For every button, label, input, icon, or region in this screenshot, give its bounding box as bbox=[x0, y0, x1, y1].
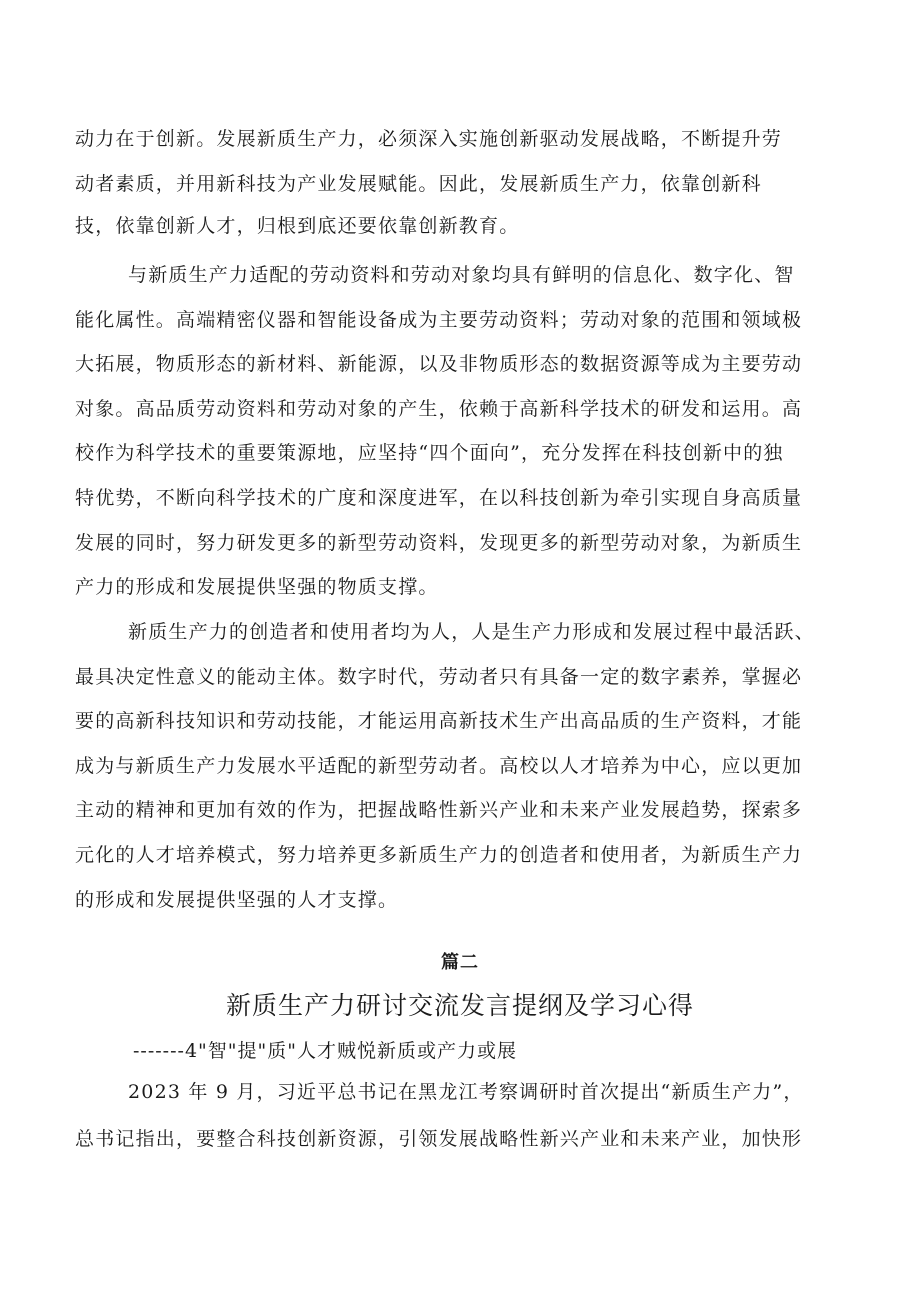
document-subtitle: -------4"智"提"质"人才贼悦新质或产力或展 bbox=[133, 1040, 517, 1062]
paragraph-line: 大拓展，物质形态的新材料、新能源，以及非物质形态的数据资源等成为主要劳动 bbox=[75, 353, 803, 375]
paragraph-line: 总书记指出，要整合科技创新资源，引领发展战略性新兴产业和未来产业，加快形 bbox=[75, 1128, 803, 1150]
document-title: 新质生产力研讨交流发言提纲及学习心得 bbox=[225, 991, 694, 1020]
paragraph-line: 特优势，不断向科学技术的广度和深度进军，在以科技创新为牵引实现自身高质量 bbox=[75, 487, 803, 509]
paragraph-line: 技，依靠创新人才，归根到底还要依靠创新教育。 bbox=[75, 215, 520, 237]
paragraph-line: 主动的精神和更加有效的作为，把握战略性新兴产业和未来产业发展趋势，探索多 bbox=[75, 799, 803, 821]
paragraph-line: 发展的同时，努力研发更多的新型劳动资料，发现更多的新型劳动对象，为新质生 bbox=[75, 532, 803, 554]
paragraph-line: 与新质生产力适配的劳动资料和劳动对象均具有鲜明的信息化、数字化、智 bbox=[128, 264, 795, 286]
paragraph-line: 元化的人才培养模式，努力培养更多新质生产力的创造者和使用者，为新质生产力 bbox=[75, 844, 803, 866]
paragraph-line: 动者素质，并用新科技为产业发展赋能。因此，发展新质生产力，依靠创新科 bbox=[75, 173, 762, 195]
section-label: 篇二 bbox=[441, 952, 479, 973]
paragraph-line: 成为与新质生产力发展水平适配的新型劳动者。高校以人才培养为中心，应以更加 bbox=[75, 755, 803, 777]
paragraph-line: 2023 年 9 月，习近平总书记在黑龙江考察调研时首次提出“新质生产力”， bbox=[128, 1081, 804, 1103]
paragraph-line: 能化属性。高端精密仪器和智能设备成为主要劳动资料；劳动对象的范围和领域极 bbox=[75, 309, 803, 331]
paragraph-line: 校作为科学技术的重要策源地，应坚持“四个面向”，充分发挥在科技创新中的独 bbox=[75, 442, 784, 464]
paragraph-line: 最具决定性意义的能动主体。数字时代，劳动者只有具备一定的数字素养，掌握必 bbox=[75, 666, 803, 688]
paragraph-line: 新质生产力的创造者和使用者均为人，人是生产力形成和发展过程中最活跃、 bbox=[128, 621, 815, 643]
paragraph-line: 对象。高品质劳动资料和劳动对象的产生，依赖于高新科学技术的研发和运用。高 bbox=[75, 398, 803, 420]
paragraph-line: 要的高新科技知识和劳动技能，才能运用高新技术生产出高品质的生产资料，才能 bbox=[75, 710, 803, 732]
paragraph-line: 产力的形成和发展提供坚强的物质支撑。 bbox=[75, 576, 439, 598]
paragraph-line: 动力在于创新。发展新质生产力，必须深入实施创新驱动发展战略，不断提升劳 bbox=[75, 128, 783, 150]
paragraph-line: 的形成和发展提供坚强的人才支撑。 bbox=[75, 889, 399, 911]
